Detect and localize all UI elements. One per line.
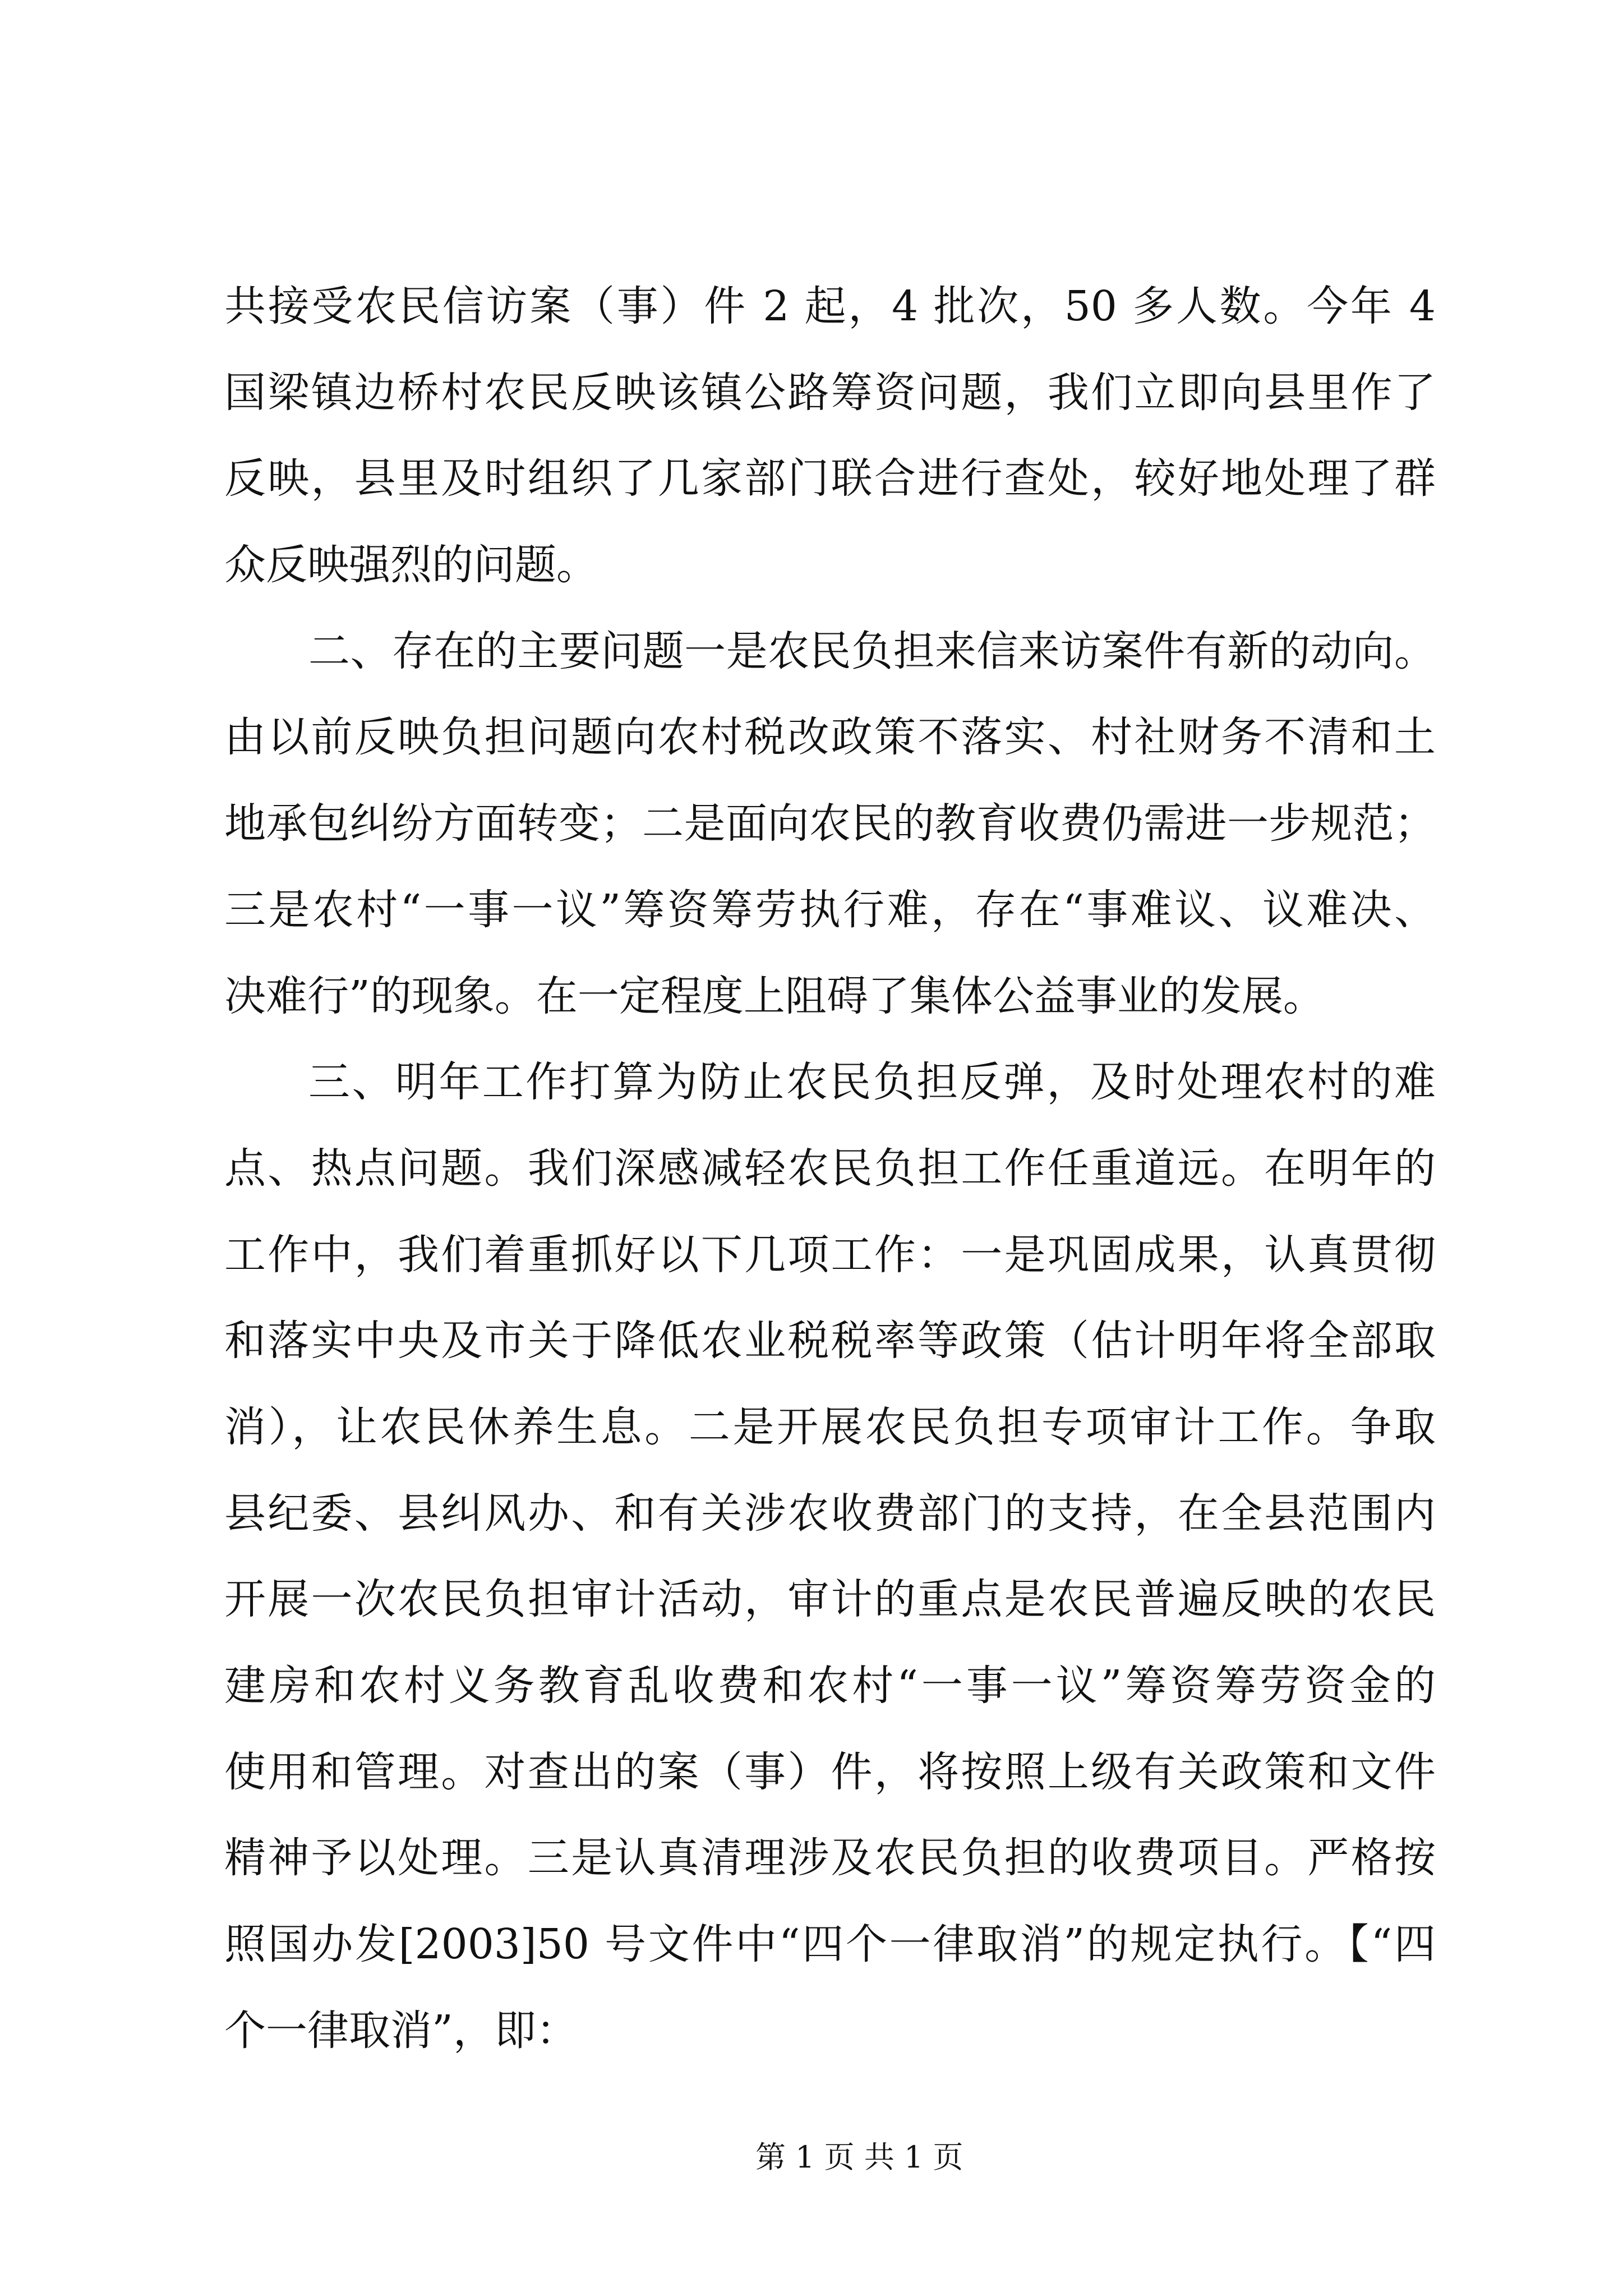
text-line: 三是农村“一事一议”筹资筹劳执行难，存在“事难议、议难决、 xyxy=(224,885,1436,934)
text-line: 三、明年工作打算为防止农民负担反弹，及时处理农村的难 xyxy=(308,1058,1436,1107)
text-line: 国梁镇边桥村农民反映该镇公路筹资问题，我们立即向县里作了 xyxy=(224,368,1436,417)
text-line: 反映，县里及时组织了几家部门联合进行查处，较好地处理了群 xyxy=(224,454,1436,503)
text-line: 县纪委、县纠风办、和有关涉农收费部门的支持，在全县范围内 xyxy=(224,1489,1436,1538)
page-number-label: 第 1 页 共 1 页 xyxy=(755,2139,963,2175)
text-line: 工作中，我们着重抓好以下几项工作：一是巩固成果，认真贯彻 xyxy=(224,1230,1436,1279)
page-footer xyxy=(755,2138,963,2177)
paragraph xyxy=(224,609,1436,1039)
text-line: 点、热点问题。我们深感减轻农民负担工作任重道远。在明年的 xyxy=(224,1144,1436,1193)
text-line: 二、存在的主要问题一是农民负担来信来访案件有新的动向。 xyxy=(308,627,1436,675)
text-line: 个一律取消”，即： xyxy=(224,2006,578,2055)
text-line: 和落实中央及市关于降低农业税税率等政策（估计明年将全部取 xyxy=(224,1317,1436,1365)
text-line: 建房和农村义务教育乱收费和农村“一事一议”筹资筹劳资金的 xyxy=(224,1662,1436,1710)
text-line: 众反映强烈的问题。 xyxy=(224,541,598,590)
text-line: 消），让农民休养生息。二是开展农民负担专项审计工作。争取 xyxy=(224,1402,1436,1451)
text-line: 精神予以处理。三是认真清理涉及农民负担的收费项目。严格按 xyxy=(224,1834,1436,1883)
text-line: 使用和管理。对查出的案（事）件，将按照上级有关政策和文件 xyxy=(224,1747,1436,1796)
document-body xyxy=(224,264,1436,2074)
text-line: 开展一次农民负担审计活动，审计的重点是农民普遍反映的农民 xyxy=(224,1575,1436,1624)
text-line: 地承包纠纷方面转变；二是面向农民的教育收费仍需进一步规范； xyxy=(224,799,1436,848)
text-line: 共接受农民信访案（事）件 2 起，4 批次，50 多人数。今年 4 xyxy=(224,282,1436,330)
text-line: 决难行”的现象。在一定程度上阻碍了集体公益事业的发展。 xyxy=(224,972,1325,1020)
text-line: 照国办发[2003]50 号文件中“四个一律取消”的规定执行。【“四 xyxy=(224,1920,1436,1969)
paragraph xyxy=(224,1039,1436,2074)
text-line: 由以前反映负担问题向农村税改政策不落实、村社财务不清和土 xyxy=(224,713,1436,762)
paragraph xyxy=(224,264,1436,609)
